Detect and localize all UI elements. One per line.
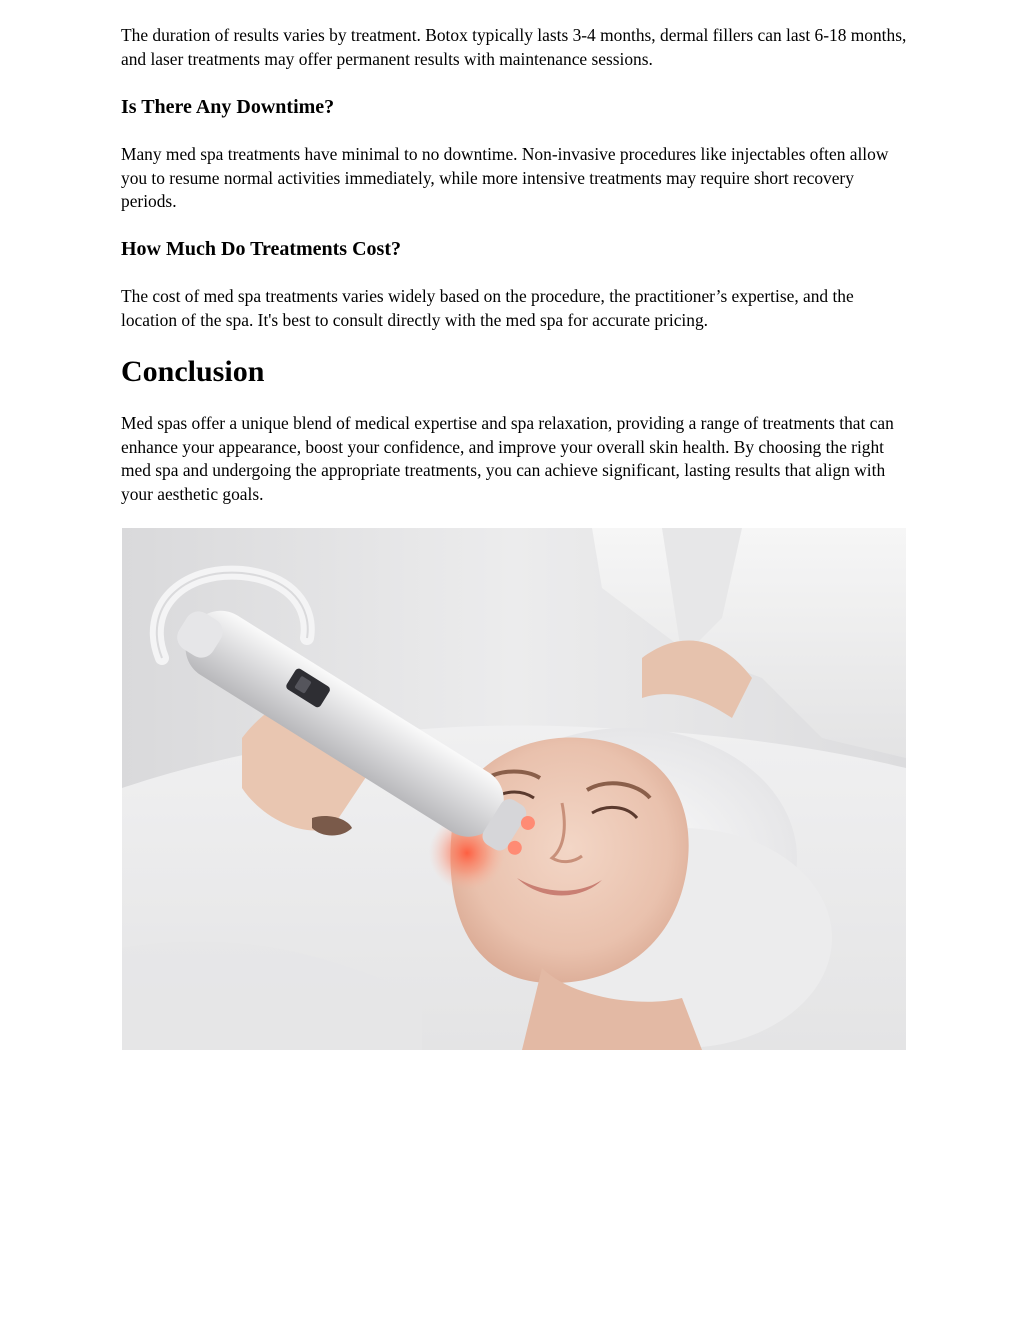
downtime-paragraph: Many med spa treatments have minimal to no downtime. Non-invasive procedures like injectables often allow you to resume normal activities immediately, while more intensive treatments may require short recovery periods. [121,144,889,211]
conclusion-heading: Conclusion [121,355,265,388]
cost-paragraph: The cost of med spa treatments varies widely based on the procedure, the practitioner’s expertise, and the location of the spa. It's best to consult directly with the med spa for accurate pricing. [121,286,854,330]
conclusion-paragraph: Med spas offer a unique blend of medical expertise and spa relaxation, providing a range of treatments that can enhance your appearance, boost your confidence, and improve your overall skin health. By choosing the right med spa and undergoing the appropriate treatments, you can achieve significant, lasting results that align with your aesthetic goals. [121,413,894,504]
facial-treatment-photo [122,528,906,1050]
cost-heading: How Much Do Treatments Cost? [121,238,401,260]
intro-paragraph: The duration of results varies by treatment. Botox typically lasts 3-4 months, dermal fillers can last 6-18 months, and laser treatments may offer permanent results with maintenance sessions. [121,25,907,69]
downtime-heading: Is There Any Downtime? [121,96,335,118]
